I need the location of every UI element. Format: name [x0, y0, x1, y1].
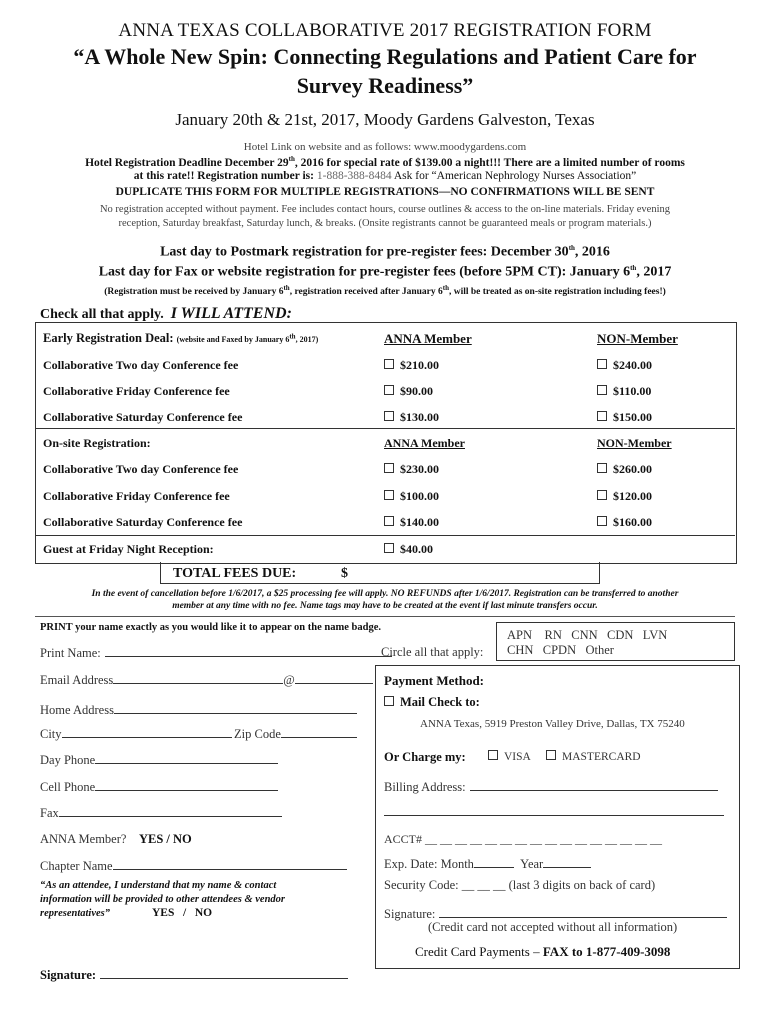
consent-line-3: representatives”: [40, 908, 110, 919]
hotel-deadline: Hotel Registration Deadline December 29th, 2016 for special rate of $139.00 a night!!! There are a limited number of rooms: [85, 155, 685, 169]
total-fees-label: TOTAL FEES DUE:: [173, 566, 297, 581]
billing-address-field[interactable]: Billing Address:: [384, 779, 718, 795]
onsite-two-day-nonmember-option[interactable]: $260.00: [597, 462, 652, 477]
checkbox[interactable]: [384, 696, 394, 706]
checkbox[interactable]: [384, 359, 394, 369]
guest-reception-option[interactable]: $40.00: [384, 542, 433, 557]
checkbox[interactable]: [384, 385, 394, 395]
early-two-day-member-option[interactable]: $210.00: [384, 358, 439, 373]
checkbox[interactable]: [384, 463, 394, 473]
cancellation-policy-1: In the event of cancellation before 1/6/2017, a $25 processing fee will apply. NO REFUNDS after 1/6/2017. Registration can be transferred to another: [91, 589, 679, 599]
billing-address-line-2[interactable]: [384, 803, 724, 816]
mail-address: ANNA Texas, 5919 Preston Valley Drive, Dallas, TX 75240: [420, 718, 685, 730]
fee-table-divider: [35, 428, 735, 429]
onsite-two-day-member-option[interactable]: $230.00: [384, 462, 439, 477]
consent-line-1: “As an attendee, I understand that my name & contact: [40, 880, 277, 891]
day-phone-field[interactable]: Day Phone: [40, 752, 278, 768]
visa-option[interactable]: VISA: [488, 750, 531, 763]
duplicate-notice: DUPLICATE THIS FORM FOR MULTIPLE REGISTRATIONS—NO CONFIRMATIONS WILL BE SENT: [115, 186, 655, 198]
hotel-link: Hotel Link on website and as follows: www.moodygardens.com: [243, 141, 527, 153]
cancellation-policy-2: member at any time with no fee. Name tags may have to be created at the event if last minute transfers occur.: [172, 601, 598, 611]
account-number-field[interactable]: ACCT# __ __ __ __ __ __ __ __ __ __ __ __ __ __ __ __: [384, 832, 663, 846]
early-two-day-nonmember-option[interactable]: $240.00: [597, 358, 652, 373]
anna-member-question[interactable]: ANNA Member? YES / NO: [40, 832, 192, 846]
postmark-deadline: Last day to Postmark registration for pre-register fees: December 30th, 2016: [160, 244, 610, 260]
total-fees-box[interactable]: [160, 562, 600, 584]
checkbox[interactable]: [597, 516, 607, 526]
event-title-line1: “A Whole New Spin: Connecting Regulations and Patient Care for: [73, 44, 697, 69]
print-instructions: PRINT your name exactly as you would like it to appear on the name badge.: [40, 622, 381, 633]
zip-code-field[interactable]: Zip Code: [234, 726, 357, 742]
credit-card-note: (Credit card not accepted without all information): [428, 920, 678, 934]
home-address-field[interactable]: Home Address: [40, 702, 357, 718]
early-row-label: Collaborative Saturday Conference fee: [43, 410, 243, 424]
charge-label: Or Charge my:: [384, 750, 466, 764]
fax-field[interactable]: Fax: [40, 805, 282, 821]
event-title-line2: Survey Readiness”: [296, 73, 474, 98]
guest-reception-label: Guest at Friday Night Reception:: [43, 542, 214, 556]
early-saturday-nonmember-option[interactable]: $150.00: [597, 410, 652, 425]
onsite-friday-nonmember-option[interactable]: $120.00: [597, 489, 652, 504]
circle-all-label: Circle all that apply:: [381, 645, 484, 659]
checkbox[interactable]: [597, 411, 607, 421]
onsite-member-header: ANNA Member: [384, 436, 465, 450]
no-registration-note-1: No registration accepted without payment. Fee includes contact hours, course outlines & access to the on-line materials. Friday evening: [99, 204, 671, 215]
print-name-field[interactable]: Print Name:: [40, 645, 392, 661]
hotel-rate-line: at this rate!! Registration number is: 1-888-388-8484 Ask for “American Nephrology Nurses Association”: [133, 170, 637, 182]
credit-card-fax: Credit Card Payments – FAX to 1-877-409-3098: [415, 944, 671, 959]
mastercard-option[interactable]: MASTERCARD: [546, 750, 641, 763]
onsite-nonmember-header: NON-Member: [597, 436, 672, 450]
checkbox[interactable]: [488, 750, 498, 760]
checkbox[interactable]: [597, 385, 607, 395]
onsite-friday-member-option[interactable]: $100.00: [384, 489, 439, 504]
received-note: (Registration must be received by January 6th, registration received after January 6th, will be treated as on-site registration including fees!): [104, 284, 666, 298]
early-friday-member-option[interactable]: $90.00: [384, 384, 433, 399]
chapter-name-field[interactable]: Chapter Name: [40, 858, 347, 874]
onsite-saturday-nonmember-option[interactable]: $160.00: [597, 515, 652, 530]
onsite-row-label: Collaborative Two day Conference fee: [43, 462, 239, 476]
fax-deadline: Last day for Fax or website registration for pre-register fees (before 5PM CT): January 6th, 2017: [98, 264, 672, 280]
security-code-field[interactable]: Security Code: __ __ __ (last 3 digits on back of card): [384, 878, 656, 892]
cell-phone-field[interactable]: Cell Phone: [40, 779, 278, 795]
checkbox[interactable]: [597, 359, 607, 369]
checkbox[interactable]: [384, 411, 394, 421]
credentials-box: [496, 622, 735, 661]
attend-heading: Check all that apply. I WILL ATTEND:: [40, 305, 292, 322]
early-friday-nonmember-option[interactable]: $110.00: [597, 384, 651, 399]
early-row-label: Collaborative Two day Conference fee: [43, 358, 239, 372]
credentials-row-2[interactable]: CHN CPDN Other: [507, 643, 614, 657]
attendee-signature-field[interactable]: Signature:: [40, 967, 348, 983]
checkbox[interactable]: [384, 543, 394, 553]
consent-yes-no[interactable]: YES / NO: [152, 907, 213, 919]
early-registration-heading: Early Registration Deal: (website and Faxed by January 6th, 2017): [43, 331, 319, 345]
form-title: ANNA TEXAS COLLABORATIVE 2017 REGISTRATION FORM: [118, 20, 652, 41]
early-row-label: Collaborative Friday Conference fee: [43, 384, 230, 398]
payment-method-heading: Payment Method:: [384, 673, 485, 688]
email-field[interactable]: Email Address @: [40, 672, 373, 688]
event-date-location: January 20th & 21st, 2017, Moody Gardens Galveston, Texas: [175, 110, 595, 129]
checkbox[interactable]: [597, 463, 607, 473]
onsite-row-label: Collaborative Saturday Conference fee: [43, 515, 243, 529]
checkbox[interactable]: [384, 490, 394, 500]
payment-signature-field[interactable]: Signature:: [384, 906, 727, 922]
fee-table-divider: [35, 535, 735, 536]
onsite-registration-heading: On-site Registration:: [43, 436, 151, 450]
total-currency: $: [341, 566, 348, 581]
mail-check-option[interactable]: Mail Check to:: [384, 695, 480, 710]
onsite-saturday-member-option[interactable]: $140.00: [384, 515, 439, 530]
checkbox[interactable]: [597, 490, 607, 500]
checkbox[interactable]: [546, 750, 556, 760]
early-saturday-member-option[interactable]: $130.00: [384, 410, 439, 425]
checkbox[interactable]: [384, 516, 394, 526]
section-divider: [35, 616, 735, 617]
consent-line-2: information will be provided to other attendees & vendor: [40, 894, 285, 905]
city-field[interactable]: City: [40, 726, 232, 742]
expiration-date-field[interactable]: Exp. Date: Month Year: [384, 856, 591, 872]
early-member-header: ANNA Member: [384, 331, 472, 346]
no-registration-note-2: reception, Saturday breakfast, Saturday lunch, & breaks. (Onsite registrants cannot be guaranteed meals or program materials.): [118, 218, 652, 229]
early-nonmember-header: NON-Member: [597, 331, 678, 346]
onsite-row-label: Collaborative Friday Conference fee: [43, 489, 230, 503]
credentials-row-1[interactable]: APN RN CNN CDN LVN: [507, 628, 668, 642]
